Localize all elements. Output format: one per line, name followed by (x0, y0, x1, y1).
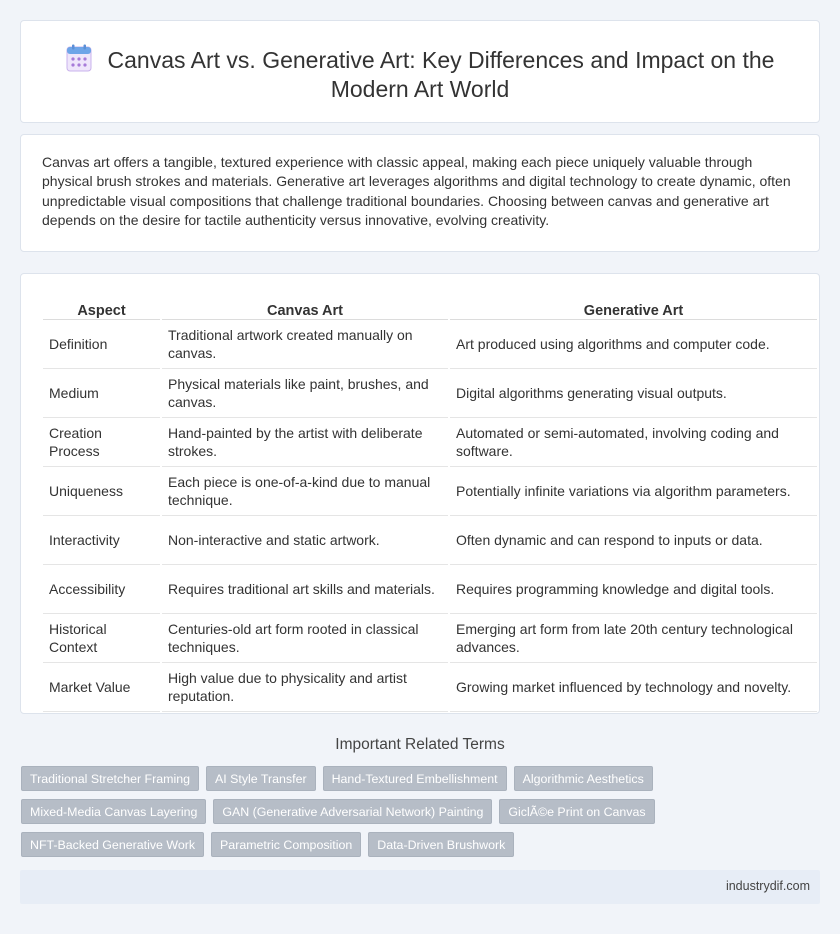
page-title: Canvas Art vs. Generative Art: Key Differences and Impact on the Modern Art World (107, 47, 775, 102)
canvas-cell: Non-interactive and static artwork. (162, 516, 448, 565)
generative-cell: Automated or semi-automated, involving coding and software. (450, 418, 817, 467)
title-row (21, 44, 819, 104)
term-tag[interactable]: Mixed-Media Canvas Layering (21, 799, 206, 824)
aspect-cell: Interactivity (43, 516, 160, 565)
term-tag[interactable]: NFT-Backed Generative Work (21, 832, 204, 857)
canvas-cell: Traditional artwork created manually on canvas. (162, 320, 448, 369)
table-header-row (43, 296, 817, 320)
generative-cell: Art produced using algorithms and computer code. (450, 320, 817, 369)
generative-cell: Requires programming knowledge and digital tools. (450, 565, 817, 614)
table-row (43, 663, 817, 712)
table-row (43, 320, 817, 369)
term-tag[interactable]: Algorithmic Aesthetics (514, 766, 653, 791)
header-canvas-art: Canvas Art (162, 296, 448, 320)
aspect-cell: Definition (43, 320, 160, 369)
intro-paragraph: Canvas art offers a tangible, textured experience with classic appeal, making each piece uniquely valuable through physical brush strokes and materials. Generative art leverages algorithms and digital technology to create dynamic, often unpredictable visual compositions that challenge traditional boundaries. Choosing between canvas and generative art depends on the desire for tactile authenticity versus innovative, evolving creativity. (42, 154, 791, 229)
canvas-cell: Each piece is one-of-a-kind due to manual technique. (162, 467, 448, 516)
term-tag[interactable]: GAN (Generative Adversarial Network) Painting (213, 799, 492, 824)
comparison-table (41, 296, 819, 712)
title-card (20, 20, 820, 123)
term-tag[interactable]: Data-Driven Brushwork (368, 832, 514, 857)
term-tag[interactable]: AI Style Transfer (206, 766, 316, 791)
term-tag[interactable]: Traditional Stretcher Framing (21, 766, 199, 791)
term-tag[interactable]: GiclÃ©e Print on Canvas (499, 799, 654, 824)
canvas-cell: Physical materials like paint, brushes, and canvas. (162, 369, 448, 418)
aspect-cell: Uniqueness (43, 467, 160, 516)
generative-cell: Often dynamic and can respond to inputs or data. (450, 516, 817, 565)
aspect-cell: Historical Context (43, 614, 160, 663)
table-row (43, 418, 817, 467)
term-tag[interactable]: Parametric Composition (211, 832, 361, 857)
canvas-cell: Requires traditional art skills and materials. (162, 565, 448, 614)
aspect-cell: Creation Process (43, 418, 160, 467)
aspect-cell: Accessibility (43, 565, 160, 614)
footer (20, 870, 820, 904)
table-row (43, 614, 817, 663)
term-tag[interactable]: Hand-Textured Embellishment (323, 766, 507, 791)
related-terms-heading: Important Related Terms (335, 736, 505, 753)
header-aspect: Aspect (43, 296, 160, 320)
canvas-cell: High value due to physicality and artist reputation. (162, 663, 448, 712)
table-row (43, 516, 817, 565)
table-row (43, 565, 817, 614)
canvas-cell: Hand-painted by the artist with deliberate strokes. (162, 418, 448, 467)
calendar-icon (66, 44, 92, 72)
aspect-cell: Medium (43, 369, 160, 418)
generative-cell: Potentially infinite variations via algorithm parameters. (450, 467, 817, 516)
table-row (43, 369, 817, 418)
header-generative-art: Generative Art (450, 296, 817, 320)
intro-card (20, 134, 820, 252)
generative-cell: Digital algorithms generating visual outputs. (450, 369, 817, 418)
related-terms-list (21, 766, 821, 857)
generative-cell: Growing market influenced by technology and novelty. (450, 663, 817, 712)
comparison-card (20, 273, 820, 714)
footer-site-link[interactable]: industrydif.com (725, 879, 810, 893)
canvas-cell: Centuries-old art form rooted in classical techniques. (162, 614, 448, 663)
aspect-cell: Market Value (43, 663, 160, 712)
table-row (43, 467, 817, 516)
generative-cell: Emerging art form from late 20th century technological advances. (450, 614, 817, 663)
